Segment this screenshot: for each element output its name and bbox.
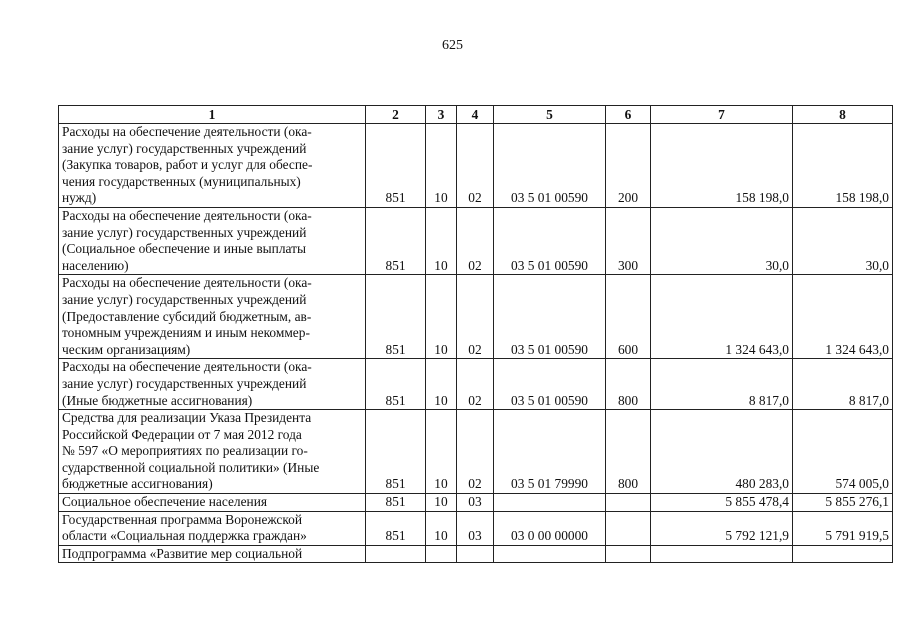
row-name-line: Расходы на обеспечение деятельности (ока-: [62, 207, 312, 223]
cell-csr: 03 5 01 79990: [494, 410, 606, 494]
row-name-line: области «Социальная поддержка граждан»: [62, 528, 307, 544]
header-row: [59, 106, 893, 124]
page-number: 625: [442, 38, 463, 53]
header-col-6: 6: [606, 106, 651, 124]
cell-csr: 03 5 01 00590: [494, 359, 606, 410]
row-name-line: Расходы на обеспечение деятельности (ока-: [62, 124, 312, 139]
row-name-line: Российской Федерации от 7 мая 2012 года: [62, 426, 302, 442]
cell-vr: [606, 511, 651, 545]
cell-sum-1: 1 324 643,0: [651, 275, 793, 359]
cell-pr: 02: [457, 410, 494, 494]
cell-sum-1: 158 198,0: [651, 124, 793, 208]
cell-pr: [457, 545, 494, 563]
table-row: [59, 494, 893, 512]
row-name-line: населению): [62, 257, 129, 273]
cell-sum-2: 158 198,0: [793, 124, 893, 208]
cell-sum-2: 30,0: [793, 207, 893, 274]
row-name: [59, 207, 366, 274]
row-name-line: Средства для реализации Указа Президента: [62, 410, 312, 426]
cell-sum-1: 5 855 478,4: [651, 494, 793, 512]
cell-vr: 800: [606, 359, 651, 410]
cell-vr: [606, 494, 651, 512]
cell-rz: 10: [426, 511, 457, 545]
cell-pr: 02: [457, 275, 494, 359]
cell-csr: 03 0 00 00000: [494, 511, 606, 545]
budget-table: [58, 105, 893, 563]
cell-pr: 02: [457, 359, 494, 410]
cell-rz: 10: [426, 410, 457, 494]
row-name-line: № 597 «О мероприятиях по реализации го-: [62, 443, 308, 459]
row-name-line: зание услуг) государственных учреждений: [62, 140, 307, 156]
cell-grbs: 851: [366, 511, 426, 545]
row-name-line: Государственная программа Воронежской: [62, 511, 303, 527]
row-name-line: Расходы на обеспечение деятельности (ока-: [62, 275, 312, 291]
cell-csr: [494, 545, 606, 563]
cell-rz: 10: [426, 494, 457, 512]
row-name: [59, 410, 366, 494]
cell-grbs: 851: [366, 494, 426, 512]
row-name-line: нужд): [62, 190, 97, 206]
row-name-line: Расходы на обеспечение деятельности (ока-: [62, 359, 312, 375]
cell-csr: 03 5 01 00590: [494, 124, 606, 208]
row-name-line: чения государственных (муниципальных): [62, 173, 301, 189]
table-row: [59, 359, 893, 410]
cell-sum-2: 5 855 276,1: [793, 494, 893, 512]
cell-sum-2: 574 005,0: [793, 410, 893, 494]
row-name-line: (Предоставление субсидий бюджетным, ав-: [62, 308, 312, 324]
row-name-line: зание услуг) государственных учреждений: [62, 375, 307, 391]
cell-csr: 03 5 01 00590: [494, 275, 606, 359]
table-row: [59, 511, 893, 545]
header-col-3: 3: [426, 106, 457, 124]
table-row: [59, 410, 893, 494]
header-col-8: 8: [793, 106, 893, 124]
table-row: [59, 545, 893, 563]
row-name: [59, 359, 366, 410]
cell-sum-1: 480 283,0: [651, 410, 793, 494]
header-col-4: 4: [457, 106, 494, 124]
cell-vr: 300: [606, 207, 651, 274]
cell-sum-1: [651, 545, 793, 563]
row-name: [59, 511, 366, 545]
table-row: [59, 207, 893, 274]
cell-rz: 10: [426, 359, 457, 410]
header-col-5: 5: [494, 106, 606, 124]
cell-pr: 03: [457, 511, 494, 545]
row-name-line: (Закупка товаров, работ и услуг для обеспе-: [62, 157, 313, 173]
cell-sum-2: 5 791 919,5: [793, 511, 893, 545]
row-name: [59, 275, 366, 359]
row-name-line: зание услуг) государственных учреждений: [62, 291, 307, 307]
row-name-line: зание услуг) государственных учреждений: [62, 224, 307, 240]
row-name-line: тономным учреждениям и иным некоммер-: [62, 325, 310, 341]
cell-grbs: 851: [366, 410, 426, 494]
row-name-line: ческим организациям): [62, 341, 191, 357]
cell-rz: [426, 545, 457, 563]
cell-csr: 03 5 01 00590: [494, 207, 606, 274]
cell-grbs: [366, 545, 426, 563]
cell-sum-1: 30,0: [651, 207, 793, 274]
cell-vr: 200: [606, 124, 651, 208]
cell-vr: [606, 545, 651, 563]
cell-sum-1: 8 817,0: [651, 359, 793, 410]
cell-grbs: 851: [366, 124, 426, 208]
row-name-line: Подпрограмма «Развитие мер социальной: [62, 545, 303, 561]
cell-grbs: 851: [366, 359, 426, 410]
cell-vr: 800: [606, 410, 651, 494]
row-name-line: сударственной социальной политики» (Иные: [62, 459, 320, 475]
cell-pr: 03: [457, 494, 494, 512]
row-name-line: (Социальное обеспечение и иные выплаты: [62, 241, 306, 257]
cell-pr: 02: [457, 207, 494, 274]
header-col-2: 2: [366, 106, 426, 124]
header-col-7: 7: [651, 106, 793, 124]
cell-sum-2: 1 324 643,0: [793, 275, 893, 359]
header-col-1: 1: [59, 106, 366, 124]
row-name-line: Социальное обеспечение населения: [62, 494, 268, 510]
cell-grbs: 851: [366, 207, 426, 274]
table-row: [59, 275, 893, 359]
row-name: [59, 124, 366, 208]
cell-rz: 10: [426, 124, 457, 208]
cell-csr: [494, 494, 606, 512]
cell-pr: 02: [457, 124, 494, 208]
row-name-line: (Иные бюджетные ассигнования): [62, 392, 253, 408]
cell-rz: 10: [426, 275, 457, 359]
row-name-line: бюджетные ассигнования): [62, 476, 213, 492]
cell-sum-1: 5 792 121,9: [651, 511, 793, 545]
row-name: [59, 494, 366, 512]
cell-sum-2: 8 817,0: [793, 359, 893, 410]
cell-vr: 600: [606, 275, 651, 359]
cell-sum-2: [793, 545, 893, 563]
table-row: [59, 124, 893, 208]
cell-grbs: 851: [366, 275, 426, 359]
cell-rz: 10: [426, 207, 457, 274]
row-name: [59, 545, 366, 563]
